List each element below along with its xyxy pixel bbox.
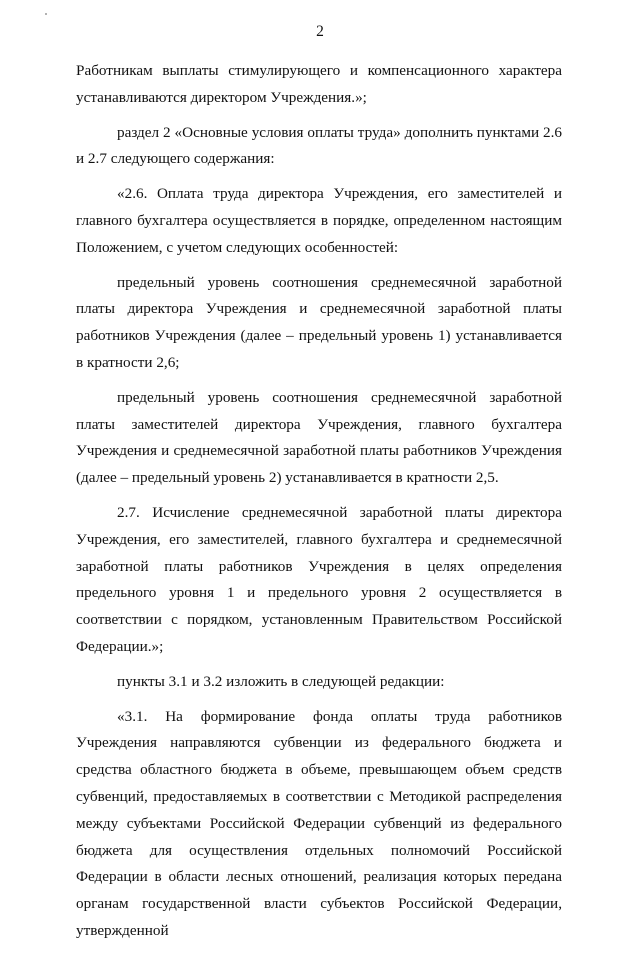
paragraph-section-2-amendment: раздел 2 «Основные условия оплаты труда» дополнить пунктами 2.6 и 2.7 следующего содержания: [76,123,562,168]
paragraph-clause-2-7: 2.7. Исчисление среднемесячной заработной платы директора Учреждения, его заместителей, главного бухгалтера и среднемесячной заработной платы работников Учреждения в целях определения предельного уровня 1 и предельного уровня 2 осуществляется в соответствии с порядком, установленным Правительством Российской Федерации.»; [76,503,562,655]
paragraph-continuation: Работникам выплаты стимулирующего и компенсационного характера устанавливаются директором Учреждения.»; [76,62,562,106]
paragraph-limit-level-1: предельный уровень соотношения среднемесячной заработной платы директора Учреждения и среднемесячной заработной платы работников Учреждения (далее – предельный уровень 1) устанавливается в кратности 2,6; [76,273,562,371]
paragraph-clauses-3-1-3-2: пункты 3.1 и 3.2 изложить в следующей редакции: [117,672,445,690]
scan-speck [45,13,47,15]
paragraph-limit-level-2: предельный уровень соотношения среднемесячной заработной платы заместителей директора Учреждения, главного бухгалтера Учреждения и среднемесячной заработной платы работников Учреждения (далее – предельный уровень 2) устанавливается в кратности 2,5. [76,388,562,487]
document-body [76,58,562,953]
paragraph-clause-3-1: «3.1. На формирование фонда оплаты труда работников Учреждения направляются субвенции из федерального бюджета и средства областного бюджета в объеме, превышающем объем средств субвенций, предоставляемых в соответствии с Методикой распределения между субъектами Российской Федерации субвенций из федерального бюджета для осуществления отдельных полномочий Российской Федерации в области лесных отношений, реализация которых передана органам государственной власти субъектов Российской Федерации, утвержденной [76,707,562,939]
page-number: 2 [316,23,324,40]
paragraph-clause-2-6: «2.6. Оплата труда директора Учреждения, его заместителей и главного бухгалтера осуществляется в порядке, определенном настоящим Положением, с учетом следующих особенностей: [76,185,562,256]
